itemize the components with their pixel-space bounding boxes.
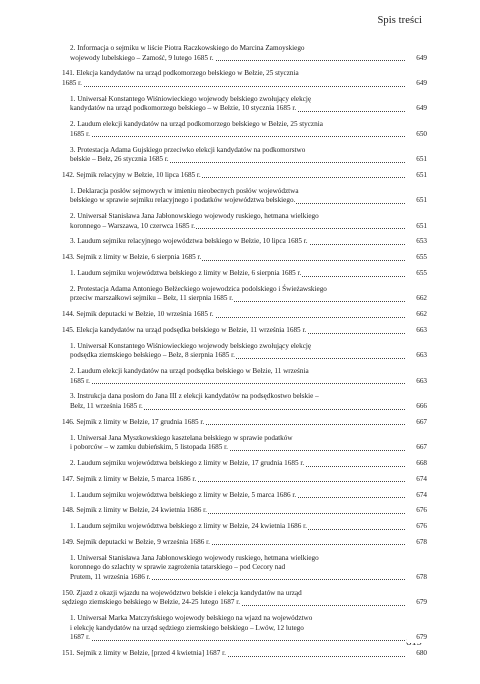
toc-entry-page: 667	[407, 443, 427, 453]
toc-entry-text: 1685 r.	[70, 376, 90, 385]
toc-entry-text: 2. Uniwersał Stanisława Jana Jabłonowskiego wojewody ruskiego, hetmana wielkiego	[70, 212, 319, 221]
toc-entry-page: 667	[407, 418, 427, 428]
toc-entry-line	[70, 458, 427, 469]
table-of-contents	[62, 44, 427, 665]
toc-entry-line	[62, 648, 427, 659]
toc-entry	[62, 491, 427, 501]
toc-entry	[62, 459, 427, 469]
toc-entry-page: 680	[407, 649, 427, 659]
toc-entry-text: 142. Sejmik relacyjny w Bełzie, 10 lipca 1685 r.	[62, 170, 201, 179]
toc-entry-page: 662	[407, 294, 427, 304]
toc-entry-page: 649	[407, 104, 427, 114]
toc-entry-line	[62, 170, 427, 181]
toc-entry-line	[70, 44, 427, 54]
toc-entry-text: 146. Sejmik z limity w Bełzie, 17 grudnia 1685 r.	[62, 417, 205, 426]
toc-entry-page: 663	[407, 377, 427, 387]
toc-entry	[62, 418, 427, 428]
toc-entry-line	[62, 253, 427, 263]
toc-entry	[62, 434, 427, 453]
toc-entry	[62, 69, 427, 88]
toc-entry-line	[62, 506, 427, 516]
toc-entry-line	[70, 490, 427, 501]
toc-entry-text: 2. Informacja o sejmiku w liście Piotra Raczkowskiego do Marcina Zamoyskiego	[70, 44, 305, 52]
toc-entry	[62, 475, 427, 485]
toc-entry-page: 663	[407, 326, 427, 336]
toc-entry-line	[70, 129, 427, 140]
toc-entry-page: 666	[407, 402, 427, 412]
toc-entry-line	[70, 53, 427, 64]
toc-entry	[62, 367, 427, 386]
toc-entry-text: 149. Sejmik deputacki w Bełzie, 9 września 1686 r.	[62, 537, 210, 546]
toc-entry-text: 148. Sejmik z limity w Bełzie, 24 kwietnia 1686 r.	[62, 506, 207, 515]
toc-entry-line	[70, 145, 427, 156]
toc-entry-text: 1. Uniwersał Konstantego Wiśniowieckiego wojewody bełskiego zwołujący elekcję	[70, 94, 312, 103]
toc-entry	[62, 554, 427, 583]
toc-entry-line	[70, 563, 427, 573]
toc-entry-text: koronnego do szlachty w sprawie zagrożenia tatarskiego – pod Cecory nad	[70, 563, 286, 572]
toc-entry-text: 1685 r.	[62, 78, 82, 87]
toc-entry-line	[70, 572, 427, 583]
toc-entry-page: 651	[407, 222, 427, 232]
toc-entry-line	[70, 221, 427, 232]
toc-entry	[62, 649, 427, 659]
toc-entry-line	[70, 376, 427, 387]
toc-entry-page: 650	[407, 130, 427, 140]
toc-entry	[62, 538, 427, 548]
toc-entry-line	[62, 417, 427, 428]
toc-entry-line	[70, 237, 427, 247]
toc-entry-text: 2. Laudum elekcji kandydatów na urząd podsędka bełskiego w Bełzie, 11 września	[70, 367, 309, 376]
toc-entry-text: 147. Sejmik z limity w Bełzie, 5 marca 1686 r.	[62, 474, 197, 483]
toc-entry	[62, 120, 427, 139]
toc-entry-text: podsędka ziemskiego bełskiego – Bełz, 8 sierpnia 1685 r.	[70, 351, 235, 360]
toc-entry-page: 678	[407, 573, 427, 583]
toc-entry-page: 655	[407, 269, 427, 279]
toc-entry-line	[70, 104, 427, 114]
toc-entry	[62, 522, 427, 532]
toc-entry-line	[62, 474, 427, 485]
toc-entry-line	[62, 69, 427, 79]
toc-entry-line	[70, 402, 427, 412]
toc-entry-page: 676	[407, 506, 427, 516]
toc-entry-page: 674	[407, 491, 427, 501]
toc-entry-text: kandydatów na urząd podkomorzego bełskiego – w Bełzie, 10 stycznia 1685 r.	[70, 104, 297, 113]
toc-entry	[62, 187, 427, 206]
toc-entry-text: i poborców – w zamku dubieńskim, 5 listopada 1685 r.	[70, 443, 228, 452]
toc-entry-text: 1. Laudum sejmiku województwa bełskiego z limity w Bełzie, 6 sierpnia 1685 r.	[70, 268, 302, 277]
toc-entry-text: 2. Protestacja Adama Antoniego Bełżeckiego wojewodzica podolskiego i Świeżawskiego	[70, 284, 327, 293]
toc-entry-text: 1. Uniwersał Marka Matczyńskiego wojewody bełskiego na wjazd na województwo	[70, 614, 313, 622]
toc-entry-page: 663	[407, 351, 427, 361]
toc-entry-text: bełskie – Bełz, 26 stycznia 1685 r.	[70, 155, 169, 164]
toc-entry	[62, 269, 427, 279]
toc-entry-text: sędziego ziemskiego bełskiego w Bełzie, 24-25 lutego 1687 r.	[62, 598, 241, 607]
toc-entry-text: 145. Elekcja kandydatów na urząd podsędka bełskiego w Bełzie, 11 września 1685 r.	[62, 325, 307, 334]
toc-entry-page: 655	[407, 253, 427, 263]
toc-entry-text: Prutem, 11 września 1686 r.	[70, 572, 151, 581]
toc-entry	[62, 146, 427, 165]
toc-entry	[62, 253, 427, 263]
toc-entry-line	[70, 94, 427, 105]
toc-entry-text: bełskiego w sprawie sejmiku relacyjnego i podatków województwa bełskiego.	[70, 196, 296, 205]
toc-entry-text: Bełz, 11 września 1685 r.	[70, 402, 143, 411]
toc-entry-page: 668	[407, 459, 427, 469]
toc-entry-page: 651	[407, 171, 427, 181]
toc-entry-page: 662	[407, 310, 427, 320]
toc-entry-line	[62, 537, 427, 548]
toc-entry	[62, 285, 427, 304]
toc-entry-text: przeciw marszałkowi sejmiku – Bełz, 11 sierpnia 1685 r.	[70, 294, 234, 303]
toc-entry-text: i elekcję kandydatów na urząd sędziego ziemskiego bełskiego – Lwów, 12 lutego	[70, 623, 304, 632]
toc-entry-text: wojewody lubelskiego – Zamość, 9 lutego 1685 r.	[70, 53, 214, 62]
toc-entry-text: 144. Sejmik deputacki w Bełzie, 10 września 1685 r.	[62, 310, 214, 319]
toc-entry-line	[70, 196, 427, 206]
toc-entry-text: koronnego – Warszawa, 10 czerwca 1685 r.	[70, 221, 196, 230]
toc-entry-page: 651	[407, 155, 427, 165]
toc-entry	[62, 506, 427, 516]
toc-entry-text: 2. Laudum sejmiku województwa bełskiego z limity w Bełzie, 17 grudnia 1685 r.	[70, 458, 305, 467]
toc-entry-line	[70, 284, 427, 295]
toc-entry	[62, 342, 427, 361]
toc-entry	[62, 326, 427, 336]
toc-entry-line	[70, 120, 427, 130]
toc-entry-text: 1. Laudum sejmiku województwa bełskiego z limity w Bełzie, 24 kwietnia 1686 r.	[70, 522, 307, 531]
toc-entry-page: 653	[407, 237, 427, 247]
toc-entry-line	[70, 268, 427, 279]
toc-entry-line	[62, 310, 427, 320]
toc-entry-text: 3. Laudum sejmiku relacyjnego województwa bełskiego w Bełzie, 10 lipca 1685 r.	[70, 237, 308, 246]
toc-entry-text: 1685 r.	[70, 129, 90, 138]
toc-entry-line	[70, 553, 427, 564]
toc-entry-line	[62, 78, 427, 89]
toc-entry-line	[62, 325, 427, 336]
toc-entry-line	[70, 614, 427, 624]
toc-entry-text: 151. Sejmik z limity w Bełzie, [przed 4 kwietnia] 1687 r.	[62, 648, 226, 657]
toc-entry-line	[70, 433, 427, 444]
toc-entry-text: 143. Sejmik z limity w Bełzie, 6 sierpnia 1685 r.	[62, 253, 202, 262]
toc-entry-text: 1. Deklaracja posłów sejmowych w imieniu nieobecnych posłów województwa	[70, 186, 299, 195]
toc-entry-text: 141. Elekcja kandydatów na urząd podkomorzego bełskiego w Bełzie, 25 stycznia	[62, 69, 299, 78]
toc-entry	[62, 310, 427, 320]
toc-entry	[62, 171, 427, 181]
toc-entry-page: 651	[407, 196, 427, 206]
toc-entry-page: 649	[407, 79, 427, 89]
toc-entry-line	[62, 598, 427, 608]
toc-entry-text: 150. Zjazd z okazji wjazdu na województwo bełskie i elekcja kandydatów na urząd	[62, 588, 302, 597]
toc-entry-page: 674	[407, 475, 427, 485]
toc-entry	[62, 589, 427, 608]
toc-entry	[62, 237, 427, 247]
toc-entry-line	[70, 367, 427, 377]
toc-entry	[62, 392, 427, 411]
toc-entry-line	[70, 186, 427, 197]
toc-entry-line	[70, 341, 427, 352]
toc-entry-line	[70, 155, 427, 165]
toc-entry-line	[70, 294, 427, 304]
toc-entry-line	[70, 351, 427, 361]
toc-entry	[62, 95, 427, 114]
toc-entry-line	[70, 522, 427, 532]
toc-entry-page: 679	[407, 633, 427, 643]
toc-entry	[62, 44, 427, 63]
toc-entry-text: 1. Uniwersał Konstantego Wiśniowieckiego wojewody bełskiego zwołujący elekcję	[70, 341, 312, 350]
toc-entry-text: 3. Protestacja Adama Gujskiego przeciwko elekcji kandydatów na podkomorstwo	[70, 145, 306, 154]
toc-entry-text: 1. Laudum sejmiku województwa bełskiego z limity w Bełzie, 5 marca 1686 r.	[70, 490, 297, 499]
toc-entry-page: 678	[407, 538, 427, 548]
toc-entry-page: 676	[407, 522, 427, 532]
toc-entry-line	[70, 633, 427, 643]
toc-entry-text: 2. Laudum elekcji kandydatów na urząd podkomorzego bełskiego w Bełzie, 25 stycznia	[70, 120, 323, 129]
toc-entry	[62, 212, 427, 231]
toc-entry-page: 649	[407, 54, 427, 64]
toc-entry-line	[62, 588, 427, 599]
toc-entry-line	[70, 392, 427, 402]
toc-entry	[62, 614, 427, 643]
toc-entry-text: 3. Instrukcja dana posłom do Jana III z elekcji kandydatów na podsędkostwo bełskie –	[70, 392, 319, 401]
toc-entry-line	[70, 212, 427, 222]
toc-entry-text: 1687 r.	[70, 633, 90, 642]
toc-entry-page: 679	[407, 598, 427, 608]
toc-entry-line	[70, 443, 427, 453]
running-head: Spis treści	[377, 15, 422, 26]
toc-entry-text: 1. Uniwersał Stanisława Jana Jabłonowskiego wojewody ruskiego, hetmana wielkiego	[70, 553, 319, 562]
toc-entry-line	[70, 623, 427, 634]
toc-entry-text: 1. Uniwersał Jana Myszkowskiego kasztelana bełskiego w sprawie podatków	[70, 433, 293, 442]
